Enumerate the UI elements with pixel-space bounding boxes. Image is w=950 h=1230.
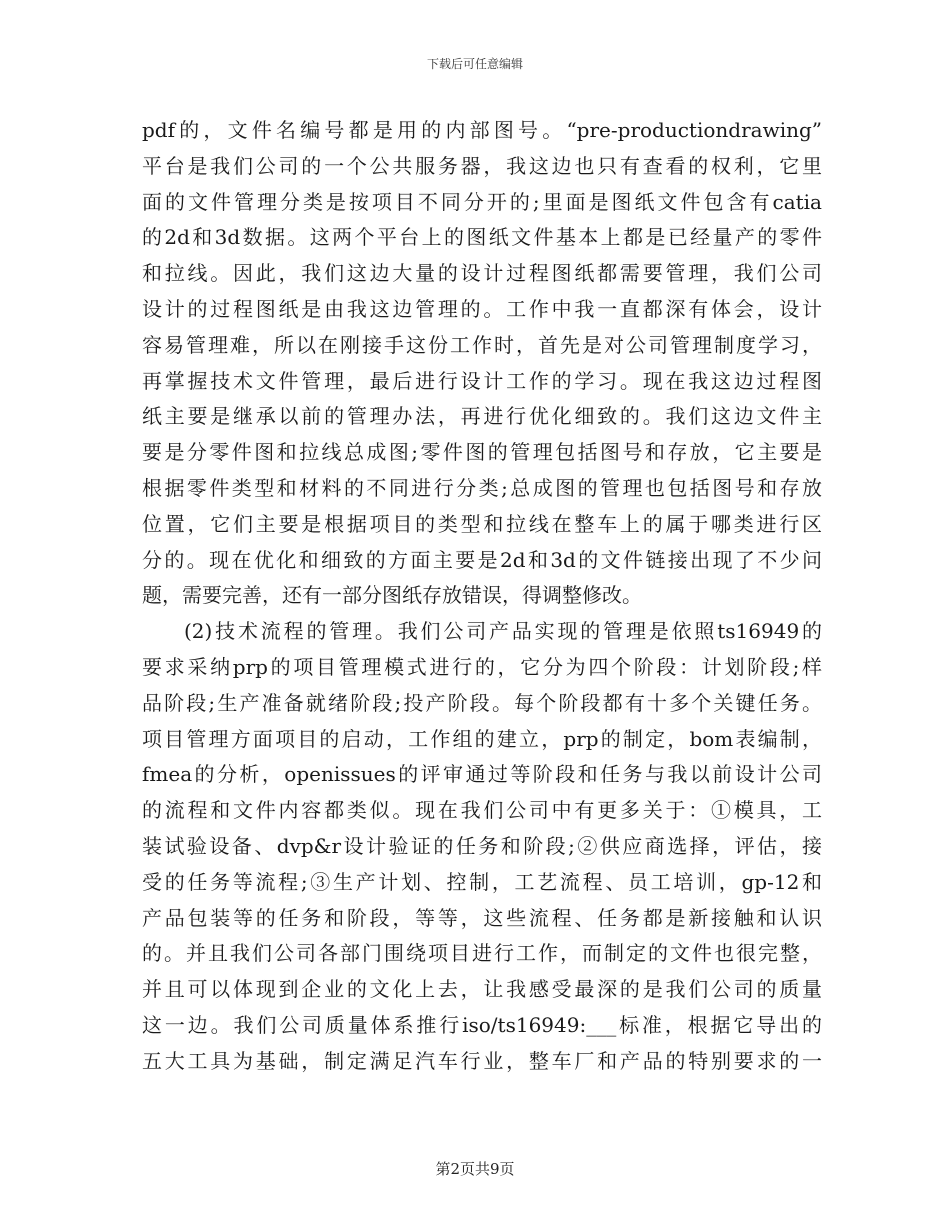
document-body — [142, 113, 822, 1080]
text-line: 位置，它们主要是根据项目的类型和拉线在整车上的属于哪类进行区 — [142, 511, 822, 536]
text-line: 受的任务等流程;③生产计划、控制，工艺流程、员工培训，gp-12和 — [142, 869, 822, 894]
text-line: 这一边。我们公司质量体系推行iso/ts16949:___标准，根据它导出的 — [142, 1012, 822, 1037]
text-line: 分的。现在优化和细致的方面主要是2d和3d的文件链接出现了不少问 — [142, 547, 822, 572]
text-line: 平台是我们公司的一个公共服务器，我这边也只有查看的权利，它里 — [142, 153, 822, 178]
paragraph-file-management — [142, 113, 822, 614]
text-line: 面的文件管理分类是按项目不同分开的;里面是图纸文件包含有catia — [142, 189, 822, 214]
paragraph-process-management — [142, 614, 822, 1079]
text-line: (2)技术流程的管理。我们公司产品实现的管理是依照ts16949的 — [184, 619, 822, 644]
text-line: 装试验设备、dvp&r设计验证的任务和阶段;②供应商选择，评估，接 — [142, 833, 822, 858]
text-line: 要求采纳prp的项目管理模式进行的，它分为四个阶段：计划阶段;样 — [142, 654, 822, 679]
text-line: 再掌握技术文件管理，最后进行设计工作的学习。现在我这边过程图 — [142, 368, 822, 393]
text-line: 的2d和3d数据。这两个平台上的图纸文件基本上都是已经量产的零件 — [142, 225, 822, 250]
text-line: pdf的，文件名编号都是用的内部图号。“pre-productiondrawing” — [142, 118, 822, 142]
text-line: 的。并且我们公司各部门围绕项目进行工作，而制定的文件也很完整， — [142, 941, 822, 966]
text-line: 品阶段;生产准备就绪阶段;投产阶段。每个阶段都有十多个关键任务。 — [142, 690, 822, 715]
text-line: 和拉线。因此，我们这边大量的设计过程图纸都需要管理，我们公司 — [142, 261, 822, 286]
text-line: 容易管理难，所以在刚接手这份工作时，首先是对公司管理制度学习， — [142, 332, 822, 357]
text-line: 纸主要是继承以前的管理办法，再进行优化细致的。我们这边文件主 — [142, 404, 822, 429]
text-line: 题，需要完善，还有一部分图纸存放错误，得调整修改。 — [142, 583, 642, 608]
text-line: 五大工具为基础，制定满足汽车行业，整车厂和产品的特别要求的一 — [142, 1048, 822, 1073]
text-line: 项目管理方面项目的启动，工作组的建立，prp的制定，bom表编制， — [142, 726, 822, 751]
text-line: 要是分零件图和拉线总成图;零件图的管理包括图号和存放，它主要是 — [142, 440, 822, 465]
text-line: 产品包装等的任务和阶段，等等，这些流程、任务都是新接触和认识 — [142, 905, 822, 930]
text-line: fmea的分析，openissues的评审通过等阶段和任务与我以前设计公司 — [142, 762, 822, 787]
page-number: 第2页共9页 — [435, 1160, 515, 1178]
text-line: 根据零件类型和材料的不同进行分类;总成图的管理也包括图号和存放 — [142, 475, 822, 500]
page-header: 下载后可任意编辑 — [426, 57, 523, 71]
text-line: 的流程和文件内容都类似。现在我们公司中有更多关于：①模具，工 — [142, 798, 822, 823]
text-line: 设计的过程图纸是由我这边管理的。工作中我一直都深有体会，设计 — [142, 296, 822, 321]
text-line: 并且可以体现到企业的文化上去，让我感受最深的是我们公司的质量 — [142, 977, 822, 1002]
